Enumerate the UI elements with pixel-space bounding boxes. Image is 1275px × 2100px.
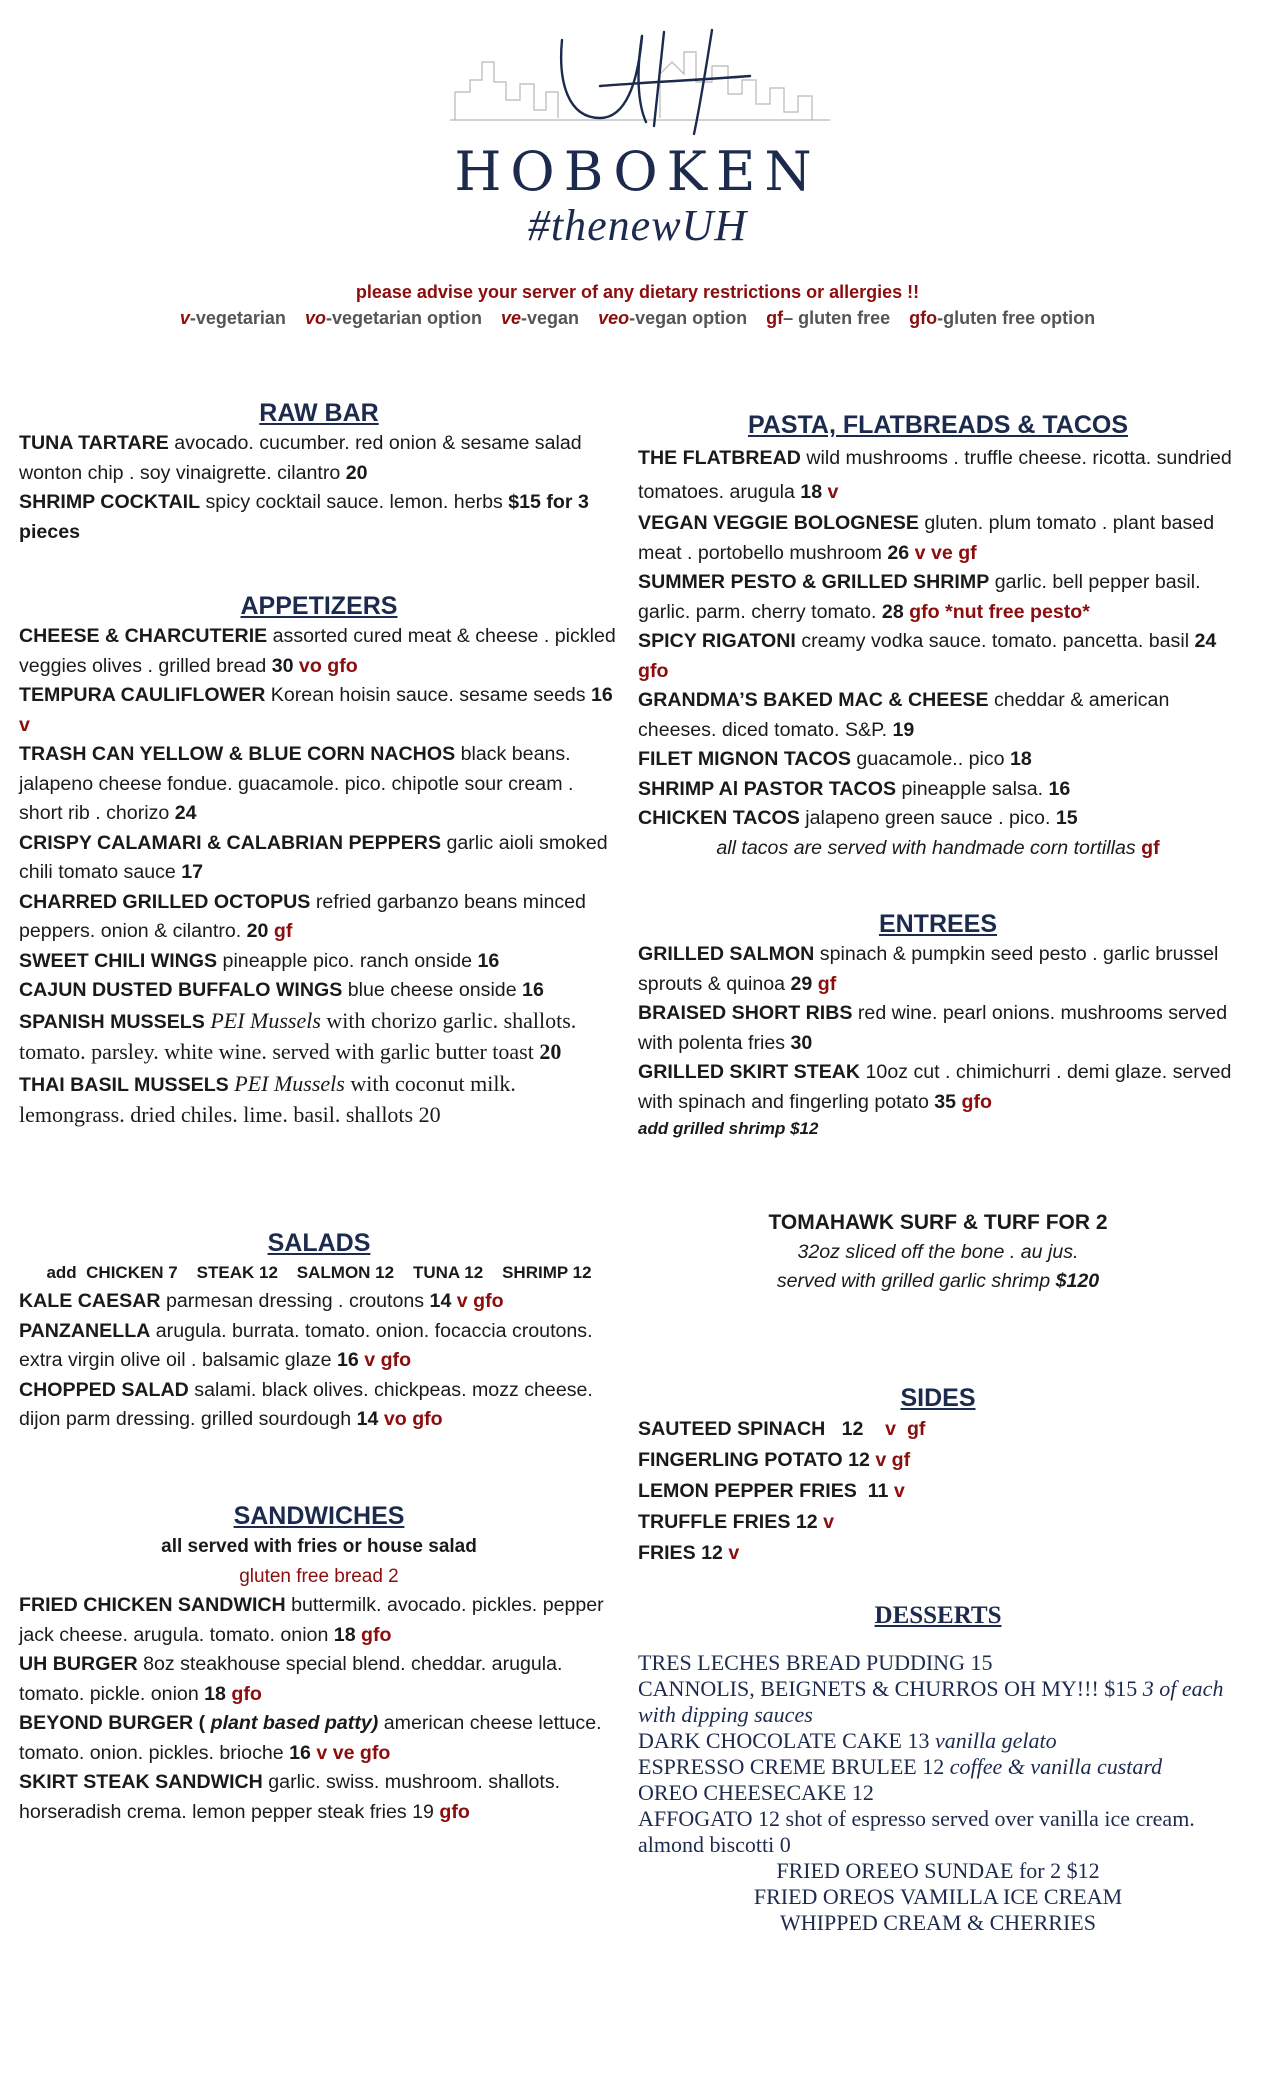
- legend-desc: -vegan: [521, 308, 580, 328]
- item-desc: garlic. swiss. mushroom. shallots. horseradish crema. lemon pepper steak fries 19: [19, 1771, 561, 1823]
- item-name: BRAISED SHORT RIBS: [638, 1002, 853, 1024]
- item-price: 16: [591, 684, 613, 706]
- salads-section: [19, 1227, 619, 1435]
- item-name: CAJUN DUSTED BUFFALO WINGS: [19, 979, 343, 1001]
- menu-item: [19, 976, 619, 1006]
- diet-tags: v ve gf: [909, 541, 977, 564]
- item-price: 15: [1055, 807, 1078, 829]
- diet-tags: gfo: [439, 1800, 470, 1823]
- diet-tags: gfo: [638, 659, 669, 682]
- item-name: CHICKEN TACOS: [638, 807, 800, 829]
- item-name: TRUFFLE FRIES 12: [638, 1511, 818, 1533]
- menu-item: [19, 947, 619, 977]
- menu-item: [638, 745, 1238, 775]
- entrees-section: [638, 908, 1238, 1141]
- sides-section: [638, 1382, 1238, 1569]
- item-name: FILET MIGNON TACOS: [638, 748, 851, 770]
- menu-item: [19, 681, 619, 740]
- item-name: CHARRED GRILLED OCTOPUS: [19, 890, 311, 913]
- menu-item: [19, 622, 619, 681]
- item-price: 16: [289, 1741, 311, 1764]
- diet-tags: gf: [1141, 836, 1160, 859]
- section-title: PASTA, FLATBREADS & TACOS: [747, 411, 1129, 439]
- item-price: 18: [1010, 748, 1032, 770]
- item-name: UH BURGER: [19, 1653, 138, 1675]
- menu-item: [19, 1650, 619, 1709]
- appetizers-section: [19, 590, 619, 1132]
- dessert-desc: vanilla gelato: [935, 1728, 1057, 1753]
- dessert-item: [638, 1728, 1238, 1754]
- tomahawk-title: TOMAHAWK SURF & TURF FOR 2: [768, 1211, 1108, 1234]
- item-desc: salami. black olives. chickpeas. mozz cheese. dijon parm dressing. grilled sourdough: [19, 1378, 593, 1430]
- item-desc: refried garbanzo beans minced peppers. onion & cilantro.: [19, 890, 586, 942]
- item-desc: cheddar & american cheeses. diced tomato. S&P.: [638, 689, 1170, 741]
- dessert-item: [638, 1676, 1238, 1728]
- menu-item: [638, 441, 1238, 509]
- diet-tags: v: [19, 713, 30, 736]
- diet-tags: gfo: [956, 1090, 992, 1113]
- item-price: 30: [790, 1031, 813, 1054]
- menu-item: [638, 775, 1238, 805]
- item-desc: jalapeno green sauce . pico.: [799, 807, 1056, 829]
- desserts-section: [638, 1602, 1238, 1936]
- item-name: THAI BASIL MUSSELS: [19, 1073, 229, 1096]
- menu-item: [638, 804, 1238, 834]
- tomahawk-line2-text: served with grilled garlic shrimp: [776, 1270, 1056, 1292]
- dessert-item: FRIED OREEO SUNDAE for 2 $12: [776, 1858, 1100, 1883]
- restaurant-name: HOBOKEN: [454, 140, 821, 203]
- item-price: 14: [429, 1290, 452, 1312]
- item-desc: blue cheese onside: [342, 979, 523, 1001]
- tomahawk-line2: [638, 1267, 1238, 1297]
- item-price: 20: [539, 1039, 562, 1064]
- legend-code: ve: [500, 308, 522, 328]
- salad-add-ons: add CHICKEN 7 STEAK 12 SALMON 12 TUNA 12 SHRIMP 12: [46, 1263, 592, 1282]
- section-title: SANDWICHES: [233, 1502, 405, 1530]
- diet-tags: vo gfo: [378, 1408, 443, 1430]
- item-name: TUNA TARTARE: [19, 432, 169, 454]
- item-desc: american cheese lettuce. tomato. onion. pickles. brioche: [19, 1712, 602, 1764]
- item-price: 28: [881, 600, 904, 623]
- item-name: CRISPY CALAMARI & CALABRIAN PEPPERS: [19, 831, 442, 854]
- section-title: ENTREES: [878, 910, 998, 938]
- item-desc: garlic aioli smoked chili tomato sauce: [19, 831, 608, 883]
- diet-tags: v gfo: [358, 1349, 412, 1371]
- dessert-item: [638, 1754, 1238, 1780]
- item-italic: PEI Mussels: [210, 1007, 321, 1033]
- item-price: 24: [1194, 630, 1217, 652]
- side-item: [638, 1445, 1238, 1476]
- menu-item: [19, 1069, 619, 1132]
- item-price: 16: [477, 949, 500, 972]
- item-price: 30: [271, 654, 294, 677]
- item-name: SHRIMP COCKTAIL: [19, 491, 201, 513]
- legend-desc: -vegetarian: [189, 308, 286, 328]
- item-desc: parmesan dressing . croutons: [160, 1290, 430, 1312]
- item-name: FRIES 12: [638, 1542, 723, 1564]
- menu-item: [638, 568, 1238, 627]
- item-price: 35: [934, 1090, 957, 1113]
- side-item: [638, 1538, 1238, 1569]
- item-name: SUMMER PESTO & GRILLED SHRIMP: [638, 571, 990, 593]
- section-title: DESSERTS: [874, 1602, 1002, 1629]
- dietary-legend: [0, 308, 1275, 329]
- side-item: [638, 1507, 1238, 1538]
- item-desc: wild mushrooms . truffle cheese. ricotta. sundried tomatoes. arugula: [638, 447, 1232, 503]
- uh-script-letters: [561, 30, 750, 134]
- item-name: SWEET CHILI WINGS: [19, 949, 218, 972]
- item-price: 29: [790, 972, 813, 995]
- menu-item: [19, 1768, 619, 1827]
- item-name: CHEESE & CHARCUTERIE: [19, 625, 268, 647]
- section-title: RAW BAR: [259, 399, 379, 427]
- item-name-italic: plant based patty): [210, 1712, 379, 1734]
- legend-code: vo: [304, 308, 326, 328]
- item-price: $15 for 3 pieces: [19, 491, 589, 543]
- diet-tags: gf: [268, 920, 293, 942]
- diet-tags: v gf: [863, 1418, 926, 1440]
- tomahawk-price: $120: [1055, 1270, 1100, 1292]
- menu-item: [19, 1709, 619, 1768]
- diet-tags: v: [822, 481, 839, 503]
- diet-tags: vo gfo: [293, 654, 358, 677]
- item-name: GRILLED SALMON: [638, 943, 815, 965]
- item-price: 26: [887, 541, 910, 564]
- item-name: SKIRT STEAK SANDWICH: [19, 1771, 263, 1793]
- dessert-name: CANNOLIS, BEIGNETS & CHURROS OH MY!!! $15: [638, 1676, 1143, 1701]
- menu-item: [19, 1006, 619, 1069]
- item-price: 17: [181, 861, 204, 883]
- item-price: 19: [892, 718, 915, 741]
- item-name: VEGAN VEGGIE BOLOGNESE: [638, 512, 919, 534]
- item-desc: buttermilk. avocado. pickles. pepper jack cheese. arugula. tomato. onion: [19, 1594, 604, 1646]
- item-name: SHRIMP Al PASTOR TACOS: [638, 777, 897, 800]
- menu-item: [19, 829, 619, 888]
- item-desc-text: with chorizo garlic. shallots. tomato. parsley. white wine. served with garlic butter toast: [19, 1007, 577, 1064]
- menu-item: [19, 1287, 619, 1317]
- dietary-advisory: please advise your server of any dietary restrictions or allergies !!: [355, 282, 920, 302]
- item-price: 16: [522, 979, 544, 1001]
- hashtag: #thenewUH: [527, 201, 748, 250]
- legend-desc: – gluten free: [783, 308, 891, 328]
- menu-item: [19, 740, 619, 829]
- item-name: CHOPPED SALAD: [19, 1378, 189, 1401]
- menu-item: [19, 1591, 619, 1650]
- item-desc: pineapple salsa.: [896, 777, 1049, 800]
- item-price: 16: [1048, 777, 1071, 800]
- legend-code: veo: [598, 308, 630, 328]
- item-price: 18: [800, 481, 823, 503]
- item-name: FINGERLING POTATO 12: [638, 1449, 870, 1471]
- menu-item: [19, 1376, 619, 1435]
- section-title: SIDES: [900, 1384, 976, 1412]
- add-shrimp-note: add grilled shrimp $12: [638, 1119, 819, 1138]
- tomahawk-section: [638, 1208, 1238, 1297]
- item-price: 18: [204, 1682, 226, 1705]
- item-name: TEMPURA CAULIFLOWER: [19, 684, 266, 706]
- section-title: SALADS: [267, 1229, 371, 1257]
- legend-desc: -gluten free option: [937, 308, 1096, 328]
- item-name: THE FLATBREAD: [638, 447, 801, 469]
- item-name: TRASH CAN YELLOW & BLUE CORN NACHOS: [19, 743, 456, 765]
- item-desc: creamy vodka sauce. tomato. pancetta. basil: [795, 630, 1195, 652]
- tomahawk-line1: 32oz sliced off the bone . au jus.: [797, 1240, 1079, 1263]
- taco-note-text: all tacos are served with handmade corn tortillas: [716, 836, 1136, 859]
- menu-item: [19, 429, 619, 488]
- diet-tags: gfo *nut free pesto*: [903, 600, 1090, 623]
- item-desc: spicy cocktail sauce. lemon. herbs: [200, 491, 509, 513]
- sandwiches-section: [19, 1500, 619, 1827]
- item-price: 16: [337, 1349, 359, 1371]
- item-name: KALE CAESAR: [19, 1290, 161, 1312]
- dessert-item: WHIPPED CREAM & CHERRIES: [780, 1910, 1096, 1935]
- menu-item: [638, 1058, 1238, 1117]
- item-price: 20: [246, 920, 269, 942]
- item-name: BEYOND BURGER (: [19, 1712, 211, 1734]
- item-desc: Korean hoisin sauce. sesame seeds: [265, 684, 592, 706]
- menu-item: [638, 627, 1238, 686]
- sandwich-note: all served with fries or house salad: [161, 1536, 477, 1557]
- diet-tags: gfo: [355, 1623, 392, 1646]
- item-desc: assorted cured meat & cheese . pickled veggies olives . grilled bread: [19, 625, 616, 677]
- item-italic: PEI Mussels: [234, 1070, 345, 1096]
- item-name: FRIED CHICKEN SANDWICH: [19, 1594, 286, 1616]
- diet-tags: gfo: [225, 1682, 262, 1705]
- item-desc: guacamole.. pico: [850, 748, 1011, 770]
- dessert-name: DARK CHOCOLATE CAKE 13: [638, 1728, 935, 1753]
- taco-note: [638, 834, 1238, 864]
- dessert-item: FRIED OREOS VAMILLA ICE CREAM: [753, 1884, 1123, 1909]
- legend-desc: -vegan option: [629, 308, 748, 328]
- diet-tags: v: [888, 1480, 905, 1502]
- uh-skyline-logo: [450, 22, 830, 142]
- item-desc: pineapple pico. ranch onside: [217, 949, 478, 972]
- menu-item: [638, 940, 1238, 999]
- side-item: [638, 1476, 1238, 1507]
- item-name: LEMON PEPPER FRIES 11: [638, 1480, 889, 1502]
- diet-tags: v: [722, 1542, 740, 1564]
- diet-tags: v gf: [869, 1449, 911, 1471]
- diet-tags: v ve gfo: [310, 1741, 391, 1764]
- pasta-section: [638, 409, 1238, 863]
- item-price: 20: [345, 461, 368, 484]
- menu-item: [638, 999, 1238, 1058]
- item-desc: red wine. pearl onions. mushrooms served with polenta fries: [638, 1002, 1228, 1054]
- item-desc: 8oz steakhouse special blend. cheddar. arugula. tomato. pickle. onion: [19, 1653, 563, 1705]
- item-desc-text: with coconut milk. lemongrass. dried chiles. lime. basil. shallots: [19, 1070, 516, 1127]
- item-name: SAUTEED SPINACH 12: [638, 1418, 864, 1440]
- item-desc: 10oz cut . chimichurri . demi glaze. served with spinach and fingerling potato: [638, 1061, 1232, 1113]
- menu-item: [19, 1317, 619, 1376]
- item-price: 20: [418, 1102, 441, 1127]
- item-name: PANZANELLA: [19, 1319, 151, 1342]
- menu-item: [638, 509, 1238, 568]
- item-price: 14: [356, 1408, 379, 1430]
- item-name: GRANDMA’S BAKED MAC & CHEESE: [638, 689, 989, 711]
- menu-item: [19, 888, 619, 947]
- item-name: GRILLED SKIRT STEAK: [638, 1061, 861, 1083]
- item-name: SPICY RIGATONI: [638, 630, 796, 652]
- item-desc: avocado. cucumber. red onion & sesame salad wonton chip . soy vinaigrette. cilantro: [19, 432, 582, 484]
- item-desc: spinach & pumpkin seed pesto . garlic brussel sprouts & quinoa: [638, 943, 1219, 995]
- item-name: SPANISH MUSSELS: [19, 1010, 205, 1033]
- diet-tags: v: [817, 1511, 834, 1533]
- item-desc: arugula. burrata. tomato. onion. focaccia croutons. extra virgin olive oil . balsamic glaze: [19, 1319, 593, 1371]
- legend-desc: -vegetarian option: [325, 308, 482, 328]
- dessert-desc: coffee & vanilla custard: [949, 1754, 1163, 1779]
- item-desc: black beans. jalapeno cheese fondue. guacamole. pico. chipotle sour cream . short rib . chorizo: [19, 743, 574, 824]
- raw-bar-section: [19, 397, 619, 547]
- diet-tags: v gfo: [451, 1290, 504, 1312]
- dessert-item: AFFOGATO 12 shot of espresso served over vanilla ice cream. almond biscotti 0: [638, 1806, 1195, 1857]
- legend-code: v: [179, 308, 190, 328]
- diet-tags: gf: [812, 972, 837, 995]
- dessert-item: OREO CHEESECAKE 12: [638, 1780, 874, 1805]
- dessert-name: ESPRESSO CREME BRULEE 12: [638, 1754, 950, 1779]
- item-desc: garlic. bell pepper basil. garlic. parm. cherry tomato.: [638, 571, 1201, 623]
- menu-item: [638, 686, 1238, 745]
- legend-code: gfo: [909, 308, 938, 328]
- item-price: 24: [174, 802, 197, 824]
- legend-code: gf: [766, 308, 784, 328]
- dessert-item: TRES LECHES BREAD PUDDING 15: [638, 1650, 993, 1675]
- item-desc: gluten. plum tomato . plant based meat . portobello mushroom: [638, 512, 1215, 564]
- dessert-desc: 3 of each with dipping sauces: [638, 1676, 1224, 1727]
- section-title: APPETIZERS: [240, 592, 398, 620]
- item-price: 18: [333, 1623, 356, 1646]
- menu-item: [19, 488, 619, 547]
- side-item: [638, 1414, 1238, 1445]
- gluten-free-bread-note: gluten free bread 2: [239, 1565, 399, 1587]
